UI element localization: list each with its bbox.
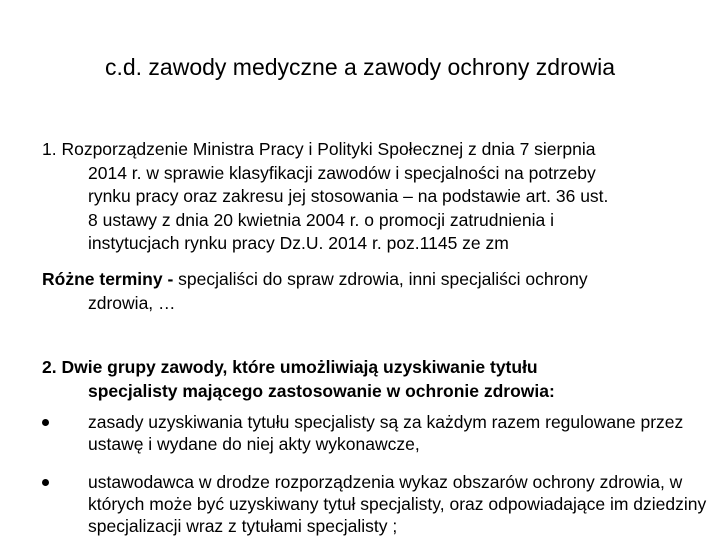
bullet-dot-icon — [42, 479, 49, 486]
bullet-list — [42, 411, 707, 553]
terms-lead: Różne terminy - — [42, 269, 179, 289]
paragraph-regulation-line-4: 8 ustawy z dnia 20 kwietnia 2004 r. o promocji zatrudnienia i — [88, 209, 554, 230]
terms-text-continued: zdrowia, … — [88, 292, 176, 313]
bullet-dot-icon — [42, 419, 49, 426]
list-item-text: ustawodawca w drodze rozporządzenia wykaz obszarów ochrony zdrowia, w których może być uzyskiwany tytuł specjalisty, oraz odpowiadające im dziedziny specjalizacji wraz z tytułami specjalisty ; — [88, 472, 707, 536]
paragraph-two-groups — [42, 356, 702, 403]
paragraph-regulation-line-1: 1. Rozporządzenie Ministra Pracy i Polityki Społecznej z dnia 7 sierpnia — [42, 139, 596, 159]
list-item-text: zasady uzyskiwania tytułu specjalisty są za każdym razem regulowane przez ustawę i wydane do niej akty wykonawcze, — [88, 412, 684, 454]
paragraph-regulation-line-2: 2014 r. w sprawie klasyfikacji zawodów i specjalności na potrzeby — [88, 162, 596, 183]
list-item — [42, 471, 707, 537]
list-item — [42, 411, 707, 455]
paragraph-regulation — [42, 138, 702, 256]
terms-text: specjaliści do spraw zdrowia, inni specjaliści ochrony — [178, 269, 588, 289]
paragraph-regulation-line-3: rynku pracy oraz zakresu jej stosowania – na podstawie art. 36 ust. — [88, 186, 609, 206]
slide-title: c.d. zawody medyczne a zawody ochrony zdrowia — [104, 54, 616, 80]
two-groups-line-1: 2. Dwie grupy zawody, które umożliwiają uzyskiwanie tytułu — [42, 357, 538, 377]
paragraph-terms — [42, 268, 702, 315]
two-groups-line-2: specjalisty mającego zastosowanie w ochronie zdrowia: — [88, 380, 555, 401]
paragraph-regulation-line-5: instytucjach rynku pracy Dz.U. 2014 r. poz.1145 ze zm — [88, 233, 509, 253]
